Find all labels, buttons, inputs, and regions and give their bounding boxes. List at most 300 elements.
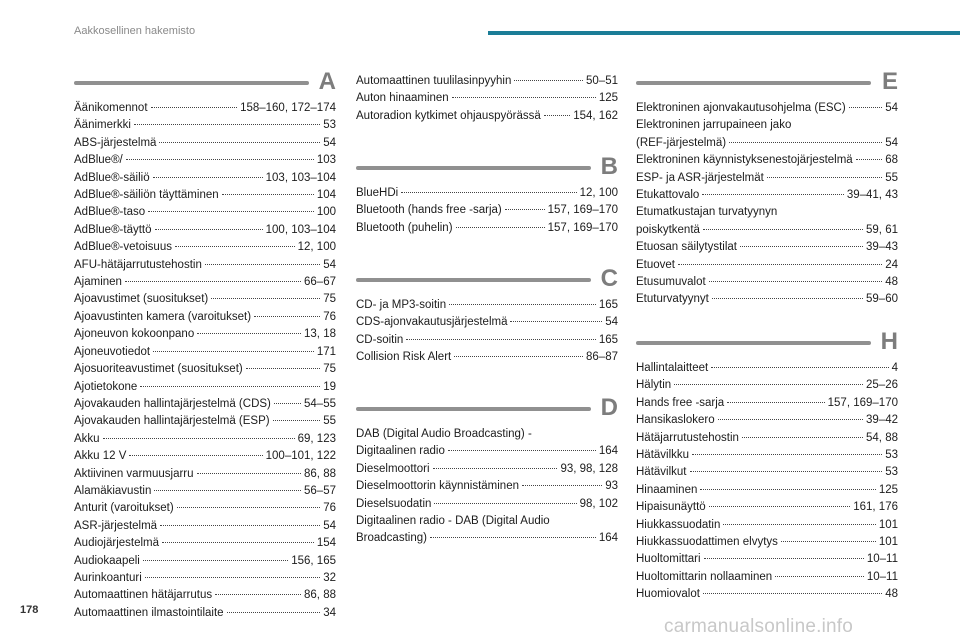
index-entry (356, 314, 618, 331)
index-entry-pages: 158–160, 172–174 (240, 102, 336, 114)
index-entry-pages: 157, 169–170 (827, 396, 898, 409)
section-letter: A (318, 68, 336, 95)
index-entry (636, 517, 898, 534)
index-entry (356, 73, 618, 90)
dot-leader (197, 473, 302, 474)
index-entry-term: Huoltomittari (636, 553, 701, 566)
index-entry-term: Äänikomennot (74, 102, 148, 114)
index-entry-term: Akku (74, 432, 100, 445)
index-entry (356, 90, 618, 107)
dot-leader (709, 281, 883, 282)
index-entry-term: AFU-hätäjarrutustehostin (74, 258, 202, 271)
dot-leader (448, 450, 596, 451)
index-entry-pages: 59–60 (866, 293, 898, 306)
index-entry-term: Audiojärjestelmä (74, 537, 160, 550)
dot-leader (160, 525, 320, 526)
index-entry-pages: 13, 18 (304, 328, 336, 341)
index-entry-pages: 53 (885, 466, 898, 479)
index-entry-pages: 101 (878, 536, 898, 549)
index-entry-pages: 156, 165 (291, 554, 336, 567)
index-entry-term: Hätävilkku (636, 449, 690, 462)
dot-leader (678, 264, 882, 265)
index-entry (636, 360, 898, 377)
index-entry-pages: 75 (323, 293, 336, 306)
index-entry-line: DAB (Digital Audio Broadcasting) - (356, 428, 532, 440)
dot-leader (742, 437, 863, 438)
section-header (74, 68, 336, 100)
dot-leader (153, 351, 314, 352)
index-section-c (346, 265, 618, 367)
section-header (636, 328, 898, 360)
dot-leader (690, 471, 883, 472)
section-rule (74, 81, 309, 85)
index-entry (74, 152, 336, 169)
dot-leader (674, 384, 863, 385)
index-entry-term: ABS-järjestelmä (74, 136, 157, 149)
dot-leader (215, 594, 301, 595)
index-entry-term: AdBlue®-vetoisuus (74, 241, 172, 254)
dot-leader (246, 368, 320, 369)
index-entry (74, 448, 336, 465)
index-entry (636, 152, 898, 169)
index-entry-pages: 54 (323, 136, 336, 149)
dot-leader (727, 402, 824, 403)
dot-leader (452, 97, 596, 98)
index-entry (74, 361, 336, 378)
index-entry (74, 222, 336, 239)
dot-leader (177, 507, 321, 508)
dot-leader (740, 246, 863, 247)
section-letter: B (600, 153, 618, 180)
index-entry-line: Etumatkustajan turvatyynyn (636, 206, 778, 219)
index-entry-term: Etuosan säilytystilat (636, 241, 737, 254)
index-section-d (346, 394, 618, 548)
dot-leader (767, 177, 882, 178)
index-entry-term: Dieselsuodatin (356, 497, 432, 510)
index-entry (356, 332, 618, 349)
index-entry-term: Etuovet (636, 258, 675, 271)
index-entry (636, 377, 898, 394)
index-entry (74, 135, 336, 152)
dot-leader (401, 192, 576, 193)
index-entry-pages: 103, 103–104 (265, 171, 336, 184)
index-entry (74, 239, 336, 256)
dot-leader (159, 142, 320, 143)
index-entry (74, 466, 336, 483)
index-entry (74, 204, 336, 221)
index-entry-pages: 54–55 (304, 397, 336, 410)
index-entry-pages: 54 (323, 258, 336, 271)
index-entry-term: Ajosuoriteavustimet (suositukset) (74, 363, 243, 376)
dot-leader (140, 386, 320, 387)
dot-leader (155, 229, 263, 230)
index-entry-term: Akku 12 V (74, 450, 127, 463)
page-number: 178 (20, 604, 39, 616)
index-entry-pages: 54 (885, 102, 898, 114)
index-entry (356, 530, 618, 547)
dot-leader (456, 227, 545, 228)
index-entry-term: ASR-järjestelmä (74, 519, 158, 532)
index-entry (636, 430, 898, 447)
index-entry-pages: 100, 103–104 (265, 223, 336, 236)
index-entry-pages: 68 (885, 154, 898, 167)
index-entry-pages: 10–11 (866, 553, 898, 566)
index-entry-term: Ajoneuvon kokoonpano (74, 328, 195, 341)
index-entry-pages: 93 (605, 480, 618, 493)
dot-leader (145, 577, 320, 578)
index-entry (636, 257, 898, 274)
dot-leader (254, 316, 320, 317)
index-entry-pages: 10–11 (866, 570, 898, 583)
dot-leader (781, 541, 876, 542)
index-entry (636, 222, 898, 239)
index-entry-term: Digitaalinen radio (356, 445, 445, 458)
dot-leader (856, 159, 883, 160)
index-entry-pages: 165 (598, 299, 618, 311)
index-entry-pages: 19 (323, 380, 336, 393)
index-continued-a (346, 73, 618, 125)
index-entry-pages: 54 (885, 136, 898, 149)
index-entry-term: Dieselmoottori (356, 462, 430, 475)
dot-leader (205, 264, 320, 265)
dot-leader (544, 115, 570, 116)
index-entry-term: Elektroninen käynnistyksenestojärjestelmä (636, 154, 853, 167)
index-entry-list (356, 185, 618, 237)
index-entry-term: Äänimerkki (74, 119, 131, 132)
index-entry-term: Ajotietokone (74, 380, 138, 393)
dot-leader (703, 229, 863, 230)
index-entry (74, 396, 336, 413)
dot-leader (449, 304, 596, 305)
index-entry-pages: 56–57 (304, 484, 336, 497)
index-entry-pages: 66–67 (304, 276, 336, 289)
index-entry-pages: 154, 162 (573, 109, 618, 122)
index-entry-term: Automaattinen ilmastointilaite (74, 606, 224, 619)
index-entry (636, 239, 898, 256)
index-entry (636, 135, 898, 152)
index-entry-term: Bluetooth (hands free -sarja) (356, 204, 502, 217)
index-entry-pages: 32 (323, 571, 336, 584)
index-entry-pages: 53 (885, 449, 898, 462)
index-entry (74, 187, 336, 204)
index-entry-term: Hälytin (636, 379, 672, 392)
index-entry-term: Ajovakauden hallintajärjestelmä (ESP) (74, 415, 270, 428)
index-entry-pages: 53 (323, 119, 336, 132)
index-entry-term: Huoltomittarin nollaaminen (636, 570, 773, 583)
index-entry-term: Hiukkassuodatin (636, 518, 721, 531)
dot-leader (718, 419, 863, 420)
index-entry (356, 297, 618, 314)
watermark-text: carmanualsonline.info (664, 616, 854, 637)
index-entry-term: Hansikaslokero (636, 414, 715, 427)
dot-leader (134, 124, 320, 125)
index-entry-list (356, 73, 618, 125)
index-entry-term: Auton hinaaminen (356, 92, 449, 105)
section-rule (356, 407, 591, 411)
dot-leader (723, 524, 875, 525)
index-entry (636, 482, 898, 499)
index-entry (74, 274, 336, 291)
index-entry-pages: 39–43 (866, 241, 898, 254)
index-section-e (626, 68, 898, 309)
index-entry (74, 291, 336, 308)
dot-leader (197, 333, 301, 334)
index-entry-line: Elektroninen jarrupaineen jako (636, 119, 792, 132)
index-entry (74, 379, 336, 396)
index-entry-term: Ajoavustinten kamera (varoitukset) (74, 310, 252, 323)
index-entry-pages: 24 (885, 258, 898, 271)
index-entry-term: (REF-järjestelmä) (636, 136, 727, 149)
index-entry-pages: 55 (885, 171, 898, 184)
index-entry-term: AdBlue®-säiliön täyttäminen (74, 189, 219, 202)
index-entry-pages: 54 (605, 316, 618, 329)
index-entry-term: Etukattovalo (636, 189, 700, 202)
dot-leader (704, 558, 864, 559)
index-entry (636, 464, 898, 481)
index-entry (636, 551, 898, 568)
dot-leader (433, 468, 558, 469)
index-entry (74, 309, 336, 326)
index-entry (356, 478, 618, 495)
index-entry-term: Huomiovalot (636, 588, 700, 601)
index-entry (636, 586, 898, 603)
index-entry-pages: 100 (316, 206, 336, 219)
index-entry-pages: 125 (598, 92, 618, 105)
index-entry-pages: 54 (323, 519, 336, 532)
dot-leader (510, 321, 602, 322)
index-entry-pages: 48 (885, 588, 898, 601)
section-header (356, 394, 618, 426)
section-letter: C (600, 265, 618, 292)
index-entry-pages: 86–87 (586, 351, 618, 364)
index-entry (356, 496, 618, 513)
index-entry (356, 185, 618, 202)
index-entry (636, 187, 898, 204)
index-entry-pages: 164 (598, 532, 618, 545)
index-entry-pages: 75 (323, 363, 336, 376)
index-entry-term: Broadcasting) (356, 532, 427, 545)
index-entry-term: Hätäjarrutustehostin (636, 431, 739, 444)
index-entry (356, 220, 618, 237)
index-entry-pages: 69, 123 (297, 432, 336, 445)
index-entry-pages: 39–42 (866, 414, 898, 427)
dot-leader (430, 537, 596, 538)
index-entry-pages: 39–41, 43 (846, 189, 898, 202)
index-entry-pages: 50–51 (586, 75, 618, 87)
index-entry-term: poiskytkentä (636, 223, 700, 236)
dot-leader (151, 107, 238, 108)
dot-leader (454, 356, 583, 357)
dot-leader (125, 281, 301, 282)
index-entry-pages: 76 (323, 310, 336, 323)
dot-leader (692, 454, 882, 455)
dot-leader (522, 485, 602, 486)
index-entry (356, 349, 618, 366)
index-entry-term: AdBlue®-taso (74, 206, 146, 219)
index-entry-term: Hallintalaitteet (636, 362, 709, 374)
dot-leader (505, 209, 545, 210)
index-entry-list (356, 297, 618, 367)
index-entry-term: Hätävilkut (636, 466, 687, 479)
index-entry (74, 100, 336, 117)
dot-leader (514, 80, 583, 81)
dot-leader (227, 612, 321, 613)
section-header (636, 68, 898, 100)
dot-leader (709, 506, 851, 507)
index-entry (636, 395, 898, 412)
index-entry-pages: 98, 102 (579, 497, 618, 510)
index-section-a (64, 68, 336, 622)
index-entry (74, 257, 336, 274)
section-header (356, 265, 618, 297)
index-entry (636, 100, 898, 117)
index-entry (636, 499, 898, 516)
index-entry (636, 274, 898, 291)
index-entry-term: Aurinkoanturi (74, 571, 142, 584)
dot-leader (222, 194, 314, 195)
index-entry (74, 117, 336, 134)
dot-leader (175, 246, 295, 247)
dot-leader (775, 576, 864, 577)
index-entry-pages: 104 (316, 189, 336, 202)
index-entry-pages: 125 (878, 483, 898, 496)
dot-leader (712, 298, 863, 299)
index-entry (356, 443, 618, 460)
index-entry-pages: 4 (891, 362, 898, 374)
dot-leader (162, 542, 314, 543)
index-entry-term: Ajoavustimet (suositukset) (74, 293, 209, 306)
index-section-h (626, 328, 898, 604)
running-header-title: Aakkosellinen hakemisto (74, 25, 196, 37)
index-entry-term: Dieselmoottorin käynnistäminen (356, 480, 519, 493)
index-entry-term: CDS-ajonvakautusjärjestelmä (356, 316, 508, 329)
index-entry-pages: 25–26 (866, 379, 898, 392)
index-entry (356, 108, 618, 125)
index-entry-list (74, 100, 336, 622)
dot-leader (103, 438, 295, 439)
index-entry (74, 500, 336, 517)
dot-leader (153, 177, 263, 178)
dot-leader (273, 420, 321, 421)
index-entry-term: Collision Risk Alert (356, 351, 452, 364)
index-entry-pages: 157, 169–170 (547, 221, 618, 234)
dot-leader (711, 367, 888, 368)
index-entry-term: Aktiivinen varmuusjarru (74, 467, 194, 480)
section-rule (636, 341, 871, 345)
index-entry-term: AdBlue®/ (74, 154, 123, 167)
index-entry-term: Hands free -sarja (636, 396, 725, 409)
index-entry-term: Bluetooth (puhelin) (356, 221, 453, 234)
dot-leader (434, 503, 576, 504)
index-entry-term: Alamäkiavustin (74, 484, 152, 497)
index-entry-pages: 48 (885, 276, 898, 289)
header-accent-bar (488, 31, 960, 35)
dot-leader (129, 455, 262, 456)
index-entry-term: Hipaisunäyttö (636, 501, 706, 514)
dot-leader (274, 403, 301, 404)
dot-leader (406, 339, 596, 340)
index-entry (74, 413, 336, 430)
index-entry-term: Automaattinen hätäjarrutus (74, 589, 213, 602)
section-rule (356, 278, 591, 282)
dot-leader (700, 489, 875, 490)
index-entry-term: Ajovakauden hallintajärjestelmä (CDS) (74, 397, 271, 410)
index-entry-pages: 76 (323, 502, 336, 515)
index-entry-term: Elektroninen ajonvakautusohjelma (ESC) (636, 102, 846, 114)
index-entry-term: Anturit (varoitukset) (74, 502, 174, 515)
section-letter: H (880, 328, 898, 355)
index-entry (636, 291, 898, 308)
index-entry-pages: 34 (323, 606, 336, 619)
index-entry-pages: 93, 98, 128 (560, 462, 618, 475)
index-entry-term: Etuturvatyynyt (636, 293, 709, 306)
index-entry-term: CD- ja MP3-soitin (356, 299, 447, 311)
index-entry-pages: 165 (598, 333, 618, 346)
index-entry-pages: 171 (316, 345, 336, 358)
section-rule (356, 166, 591, 170)
index-entry-pages: 55 (323, 415, 336, 428)
index-entry (356, 202, 618, 219)
index-entry-term: Etusumuvalot (636, 276, 706, 289)
index-entry (74, 570, 336, 587)
dot-leader (729, 142, 882, 143)
section-rule (636, 81, 871, 85)
index-entry (74, 587, 336, 604)
index-entry (356, 461, 618, 478)
index-entry-pages: 101 (878, 518, 898, 531)
index-entry-term: Ajoneuvotiedot (74, 345, 151, 358)
index-entry (74, 518, 336, 535)
dot-leader (154, 490, 301, 491)
index-entry-list (356, 426, 618, 548)
dot-leader (211, 298, 320, 299)
index-entry-pages: 157, 169–170 (547, 204, 618, 217)
index-entry (74, 605, 336, 622)
index-entry (636, 569, 898, 586)
index-entry (74, 326, 336, 343)
index-entry (636, 170, 898, 187)
section-header (356, 153, 618, 185)
index-entry (74, 431, 336, 448)
index-entry-pages: 103 (316, 154, 336, 167)
section-letter: D (600, 394, 618, 421)
index-entry-term: BlueHDi (356, 187, 399, 199)
dot-leader (849, 107, 883, 108)
index-entry-pages: 161, 176 (853, 501, 898, 514)
index-entry-term: Automaattinen tuulilasinpyyhin (356, 75, 512, 87)
index-entry (636, 534, 898, 551)
section-letter: E (881, 68, 898, 95)
index-entry-term: Hiukkassuodattimen elvytys (636, 536, 778, 549)
index-entry-pages: 154 (316, 537, 336, 550)
index-entry (74, 170, 336, 187)
index-entry (636, 447, 898, 464)
index-entry-pages: 86, 88 (304, 467, 336, 480)
index-section-b (346, 153, 618, 237)
dot-leader (143, 560, 288, 561)
index-entry-term: AdBlue®-säiliö (74, 171, 150, 184)
index-entry-term: ESP- ja ASR-järjestelmät (636, 171, 764, 184)
index-entry-pages: 12, 100 (579, 187, 618, 199)
index-entry-pages: 100–101, 122 (265, 450, 336, 463)
index-entry-pages: 59, 61 (866, 223, 898, 236)
index-entry (74, 553, 336, 570)
index-entry (74, 483, 336, 500)
index-entry-term: Audiokaapeli (74, 554, 140, 567)
index-entry-term: Hinaaminen (636, 483, 698, 496)
index-entry-pages: 12, 100 (297, 241, 336, 254)
index-entry-pages: 86, 88 (304, 589, 336, 602)
